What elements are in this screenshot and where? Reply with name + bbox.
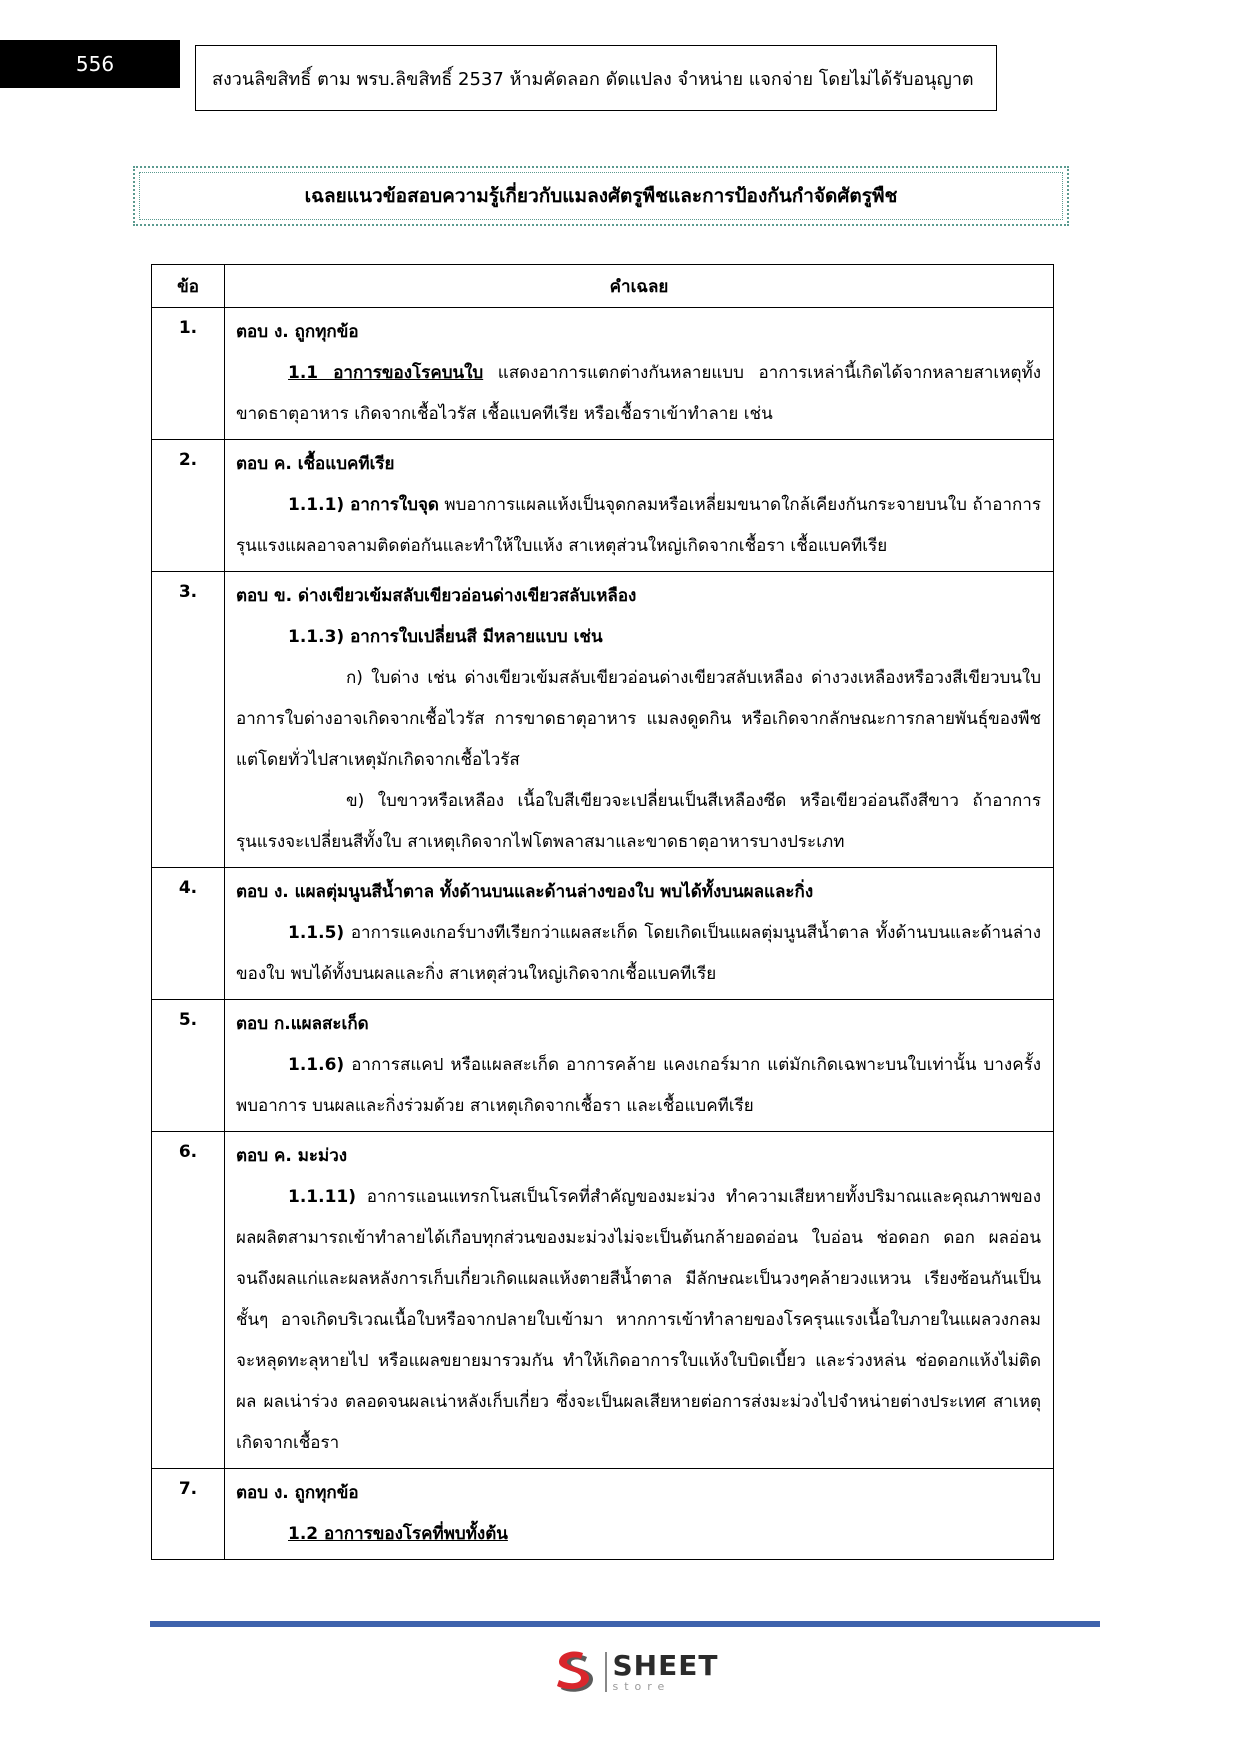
table-row xyxy=(152,308,1054,440)
footer-rule xyxy=(150,1621,1100,1627)
explanation-text: อาการแอนแทรกโนสเป็นโรคที่สำคัญของมะม่วง ทำความเสียหายทั้งปริมาณและคุณภาพของผลผลิตสามารถเข้าทำลายได้เกือบทุกส่วนของมะม่วงไม่จะเป็นต้นกล้ายอดอ่อน ใบอ่อน ช่อดอก ดอก ผลอ่อนจนถึงผลแก่และผลหลังการเก็บเกี่ยวเกิดแผลแห้งตายสีน้ำตาล มีลักษณะเป็นวงๆคล้ายวงแหวน เรียงซ้อนกันเป็นชั้นๆ อาจเกิดบริเวณเนื้อใบหรือจากปลายใบเข้ามา หากการเข้าทำลายของโรครุนแรงเนื้อใบภายในแผลวงกลมจะหลุดทะลุหายไป หรือแผลขยายมารวมกัน ทำให้เกิดอาการใบแห้งใบบิดเบี้ยว และร่วงหล่น ช่อดอกแห้งไม่ติดผล ผลเน่าร่วง ตลอดจนผลเน่าหลังเก็บเกี่ยว ซึ่งจะเป็นผลเสียหายต่อการส่งมะม่วงไปจำหน่ายต่างประเทศ สาเหตุเกิดจากเชื้อรา xyxy=(236,1187,1041,1453)
sheet-store-s-icon xyxy=(553,1649,599,1695)
table-row xyxy=(152,572,1054,868)
explanation-sub-a: ก) ใบด่าง เช่น ด่างเขียวเข้มสลับเขียวอ่อนด่างเขียวสลับเหลือง ด่างวงเหลืองหรือวงสีเขียวบนใบ อาการใบด่างอาจเกิดจากเชื้อไวรัส การขาดธาตุอาหาร แมลงดูดกิน หรือเกิดจากลักษณะการกลายพันธุ์ของพืช แต่โดยทั่วไปสาเหตุมักเกิดจากเชื้อไวรัส xyxy=(236,668,1041,770)
sheet-store-logo xyxy=(553,1648,718,1696)
answer-cell xyxy=(225,868,1054,1000)
explanation-sub-b: ข) ใบขาวหรือเหลือง เนื้อใบสีเขียวจะเปลี่ยนเป็นสีเหลืองซีด หรือเขียวอ่อนถึงสีขาว ถ้าอาการรุนแรงจะเปลี่ยนสีทั้งใบ สาเหตุเกิดจากไฟโตพลาสมาและขาดธาตุอาหารบางประเภท xyxy=(236,791,1041,852)
answer-cell xyxy=(225,440,1054,572)
table-row xyxy=(152,1469,1054,1560)
page-number: 556 xyxy=(0,40,180,88)
answer-choice: ตอบ ง. แผลตุ่มนูนสีน้ำตาล ทั้งด้านบนและด้านล่างของใบ พบได้ทั้งบนผลและกิ่ง xyxy=(236,882,814,902)
explanation xyxy=(236,1514,1041,1555)
section-heading: 1.1.11) xyxy=(288,1187,356,1207)
answer-choice: ตอบ ง. ถูกทุกข้อ xyxy=(236,1483,359,1503)
answer-choice: ตอบ ง. ถูกทุกข้อ xyxy=(236,322,359,342)
logo-wordmark xyxy=(612,1649,719,1693)
explanation xyxy=(236,485,1041,567)
table-row xyxy=(152,440,1054,572)
logo-divider xyxy=(605,1652,607,1692)
table-row xyxy=(152,868,1054,1000)
copyright-notice: สงวนลิขสิทธิ์ ตาม พรบ.ลิขสิทธิ์ 2537 ห้ามคัดลอก ดัดแปลง จำหน่าย แจกจ่าย โดยไม่ได้รับอนุญาต xyxy=(195,45,997,111)
question-number: 6. xyxy=(152,1132,225,1469)
answer-table xyxy=(151,264,1054,1560)
section-heading: 1.1.1) อาการใบจุด xyxy=(288,495,439,515)
question-number: 1. xyxy=(152,308,225,440)
answer-cell xyxy=(225,308,1054,440)
explanation-text: แสดงอาการแตกต่างกันหลายแบบ อาการเหล่านี้เกิดได้จากหลายสาเหตุทั้งขาดธาตุอาหาร เกิดจากเชื้อไวรัส เชื้อแบคทีเรีย หรือเชื้อราเข้าทำลาย เช่น xyxy=(236,363,1041,424)
answer-cell xyxy=(225,1469,1054,1560)
explanation-text: พบอาการแผลแห้งเป็นจุดกลมหรือเหลี่ยมขนาดใกล้เคียงกันกระจายบนใบ ถ้าอาการรุนแรงแผลอาจลามติดต่อกันและทำให้ใบแห้ง สาเหตุส่วนใหญ่เกิดจากเชื้อรา เชื้อแบคทีเรีย xyxy=(236,495,1041,556)
question-number: 5. xyxy=(152,1000,225,1132)
answer-choice: ตอบ ค. มะม่วง xyxy=(236,1146,348,1166)
answer-choice: ตอบ ข. ด่างเขียวเข้มสลับเขียวอ่อนด่างเขียวสลับเหลือง xyxy=(236,586,637,606)
question-number: 4. xyxy=(152,868,225,1000)
explanation xyxy=(236,353,1041,435)
explanation xyxy=(236,1177,1041,1464)
table-row xyxy=(152,1000,1054,1132)
explanation-text: อาการสแคป หรือแผลสะเก็ด อาการคล้าย แคงเกอร์มาก แต่มักเกิดเฉพาะบนใบเท่านั้น บางครั้งพบอาการ บนผลและกิ่งร่วมด้วย สาเหตุเกิดจากเชื้อรา และเชื้อแบคทีเรีย xyxy=(236,1055,1041,1116)
answer-cell xyxy=(225,572,1054,868)
section-heading: 1.1.3) อาการใบเปลี่ยนสี มีหลายแบบ เช่น xyxy=(288,627,603,647)
column-header-answer: คำเฉลย xyxy=(225,265,1054,308)
column-header-no: ข้อ xyxy=(152,265,225,308)
logo-store-text: store xyxy=(612,1680,671,1693)
answer-cell xyxy=(225,1132,1054,1469)
section-heading: 1.1.6) xyxy=(288,1055,345,1075)
page-title-text: เฉลยแนวข้อสอบความรู้เกี่ยวกับแมลงศัตรูพืชและการป้องกันกำจัดศัตรูพืช xyxy=(304,185,898,207)
question-number: 3. xyxy=(152,572,225,868)
table-row xyxy=(152,1132,1054,1469)
section-heading: 1.1 อาการของโรคบนใบ xyxy=(288,363,484,383)
answer-cell xyxy=(225,1000,1054,1132)
table-header-row xyxy=(152,265,1054,308)
question-number: 2. xyxy=(152,440,225,572)
explanation xyxy=(236,1045,1041,1127)
section-heading: 1.1.5) xyxy=(288,923,345,943)
section-heading: 1.2 อาการของโรคที่พบทั้งต้น xyxy=(288,1524,508,1544)
logo-sheet-text: SHEET xyxy=(612,1649,719,1682)
explanation xyxy=(236,913,1041,995)
page-title xyxy=(133,166,1069,226)
question-number: 7. xyxy=(152,1469,225,1560)
answer-choice: ตอบ ก.แผลสะเก็ด xyxy=(236,1014,369,1034)
explanation-text: อาการแคงเกอร์บางทีเรียกว่าแผลสะเก็ด โดยเกิดเป็นแผลตุ่มนูนสีน้ำตาล ทั้งด้านบนและด้านล่างของใบ พบได้ทั้งบนผลและกิ่ง สาเหตุส่วนใหญ่เกิดจากเชื้อแบคทีเรีย xyxy=(236,923,1041,984)
answer-choice: ตอบ ค. เชื้อแบคทีเรีย xyxy=(236,454,395,474)
